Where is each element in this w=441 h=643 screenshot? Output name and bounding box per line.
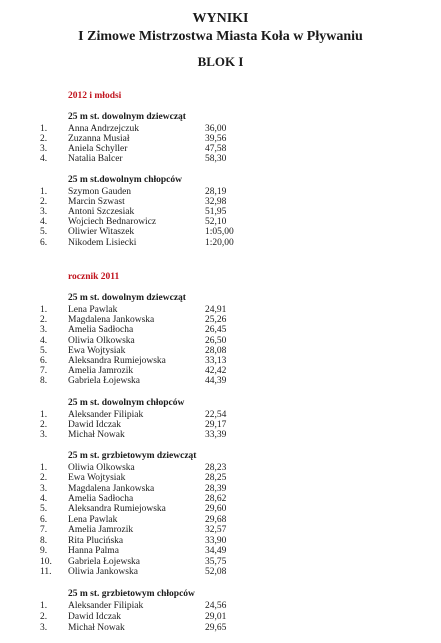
- result-row: [0, 207, 441, 217]
- result-place: 2.: [40, 612, 48, 622]
- result-place: 4.: [40, 217, 48, 227]
- result-place: 6.: [40, 356, 48, 366]
- result-place: 11.: [40, 567, 52, 577]
- result-time: 28,62: [205, 494, 227, 504]
- result-time: 26,50: [205, 336, 227, 346]
- result-name: Lena Pawlak: [68, 305, 118, 315]
- result-row: [0, 463, 441, 473]
- result-time: 32,98: [205, 197, 227, 207]
- result-row: [0, 356, 441, 366]
- result-name: Rita Plucińska: [68, 536, 124, 546]
- event-heading: 25 m st. grzbietowym chłopców: [68, 589, 195, 599]
- result-place: 5.: [40, 504, 48, 514]
- result-row: [0, 557, 441, 567]
- result-place: 8.: [40, 376, 48, 386]
- event-heading: 25 m st. dowolnym dziewcząt: [68, 112, 186, 122]
- result-place: 2.: [40, 197, 48, 207]
- result-time: 33,39: [205, 430, 227, 440]
- result-name: Oliwia Jankowska: [68, 567, 138, 577]
- result-name: Natalia Balcer: [68, 154, 123, 164]
- result-place: 3.: [40, 325, 48, 335]
- result-name: Gabriela Łojewska: [68, 557, 141, 567]
- result-place: 1.: [40, 305, 48, 315]
- result-time: 28,23: [205, 463, 227, 473]
- result-name: Amelia Sadłocha: [68, 494, 134, 504]
- result-place: 1.: [40, 124, 48, 134]
- result-place: 2.: [40, 315, 48, 325]
- result-name: Aleksandra Rumiejowska: [68, 356, 166, 366]
- result-place: 2.: [40, 420, 48, 430]
- result-row: [0, 187, 441, 197]
- result-name: Hanna Palma: [68, 546, 119, 556]
- result-row: [0, 144, 441, 154]
- result-place: 10.: [40, 557, 52, 567]
- result-time: 36,00: [205, 124, 227, 134]
- result-row: [0, 420, 441, 430]
- result-time: 29,60: [205, 504, 227, 514]
- result-time: 52,10: [205, 217, 227, 227]
- result-place: 3.: [40, 144, 48, 154]
- result-time: 51,95: [205, 207, 227, 217]
- result-time: 24,91: [205, 305, 227, 315]
- result-place: 7.: [40, 525, 48, 535]
- result-row: [0, 366, 441, 376]
- result-name: Oliwia Olkowska: [68, 336, 135, 346]
- result-row: [0, 325, 441, 335]
- competition-name: I Zimowe Mistrzostwa Miasta Koła w Pływaniu: [78, 29, 363, 44]
- result-time: 24,56: [205, 601, 227, 611]
- result-place: 5.: [40, 227, 48, 237]
- result-place: 3.: [40, 484, 48, 494]
- result-time: 1:05,00: [205, 227, 234, 237]
- result-row: [0, 536, 441, 546]
- result-name: Anna Andrzejczuk: [68, 124, 139, 134]
- result-name: Wojciech Bednarowicz: [68, 217, 157, 227]
- result-row: [0, 515, 441, 525]
- result-place: 6.: [40, 515, 48, 525]
- result-place: 1.: [40, 601, 48, 611]
- result-name: Amelia Jamrozik: [68, 525, 134, 535]
- result-place: 8.: [40, 536, 48, 546]
- result-place: 4.: [40, 494, 48, 504]
- result-name: Zuzanna Musiał: [68, 134, 130, 144]
- result-name: Marcin Szwast: [68, 197, 125, 207]
- result-row: [0, 504, 441, 514]
- result-name: Aleksander Filipiak: [68, 601, 144, 611]
- result-name: Ewa Wojtysiak: [68, 346, 126, 356]
- result-name: Oliwier Witaszek: [68, 227, 135, 237]
- block-label: BLOK I: [197, 54, 244, 69]
- result-name: Dawid Idczak: [68, 420, 122, 430]
- result-time: 33,13: [205, 356, 227, 366]
- result-time: 47,58: [205, 144, 227, 154]
- result-row: [0, 567, 441, 577]
- result-time: 33,90: [205, 536, 227, 546]
- result-row: [0, 305, 441, 315]
- result-time: 35,75: [205, 557, 227, 567]
- event-heading: 25 m st. dowolnym dziewcząt: [68, 293, 186, 303]
- result-row: [0, 134, 441, 144]
- result-place: 1.: [40, 410, 48, 420]
- result-place: 5.: [40, 346, 48, 356]
- event-heading: 25 m st. dowolnym chłopców: [68, 398, 185, 408]
- result-name: Magdalena Jankowska: [68, 484, 155, 494]
- result-time: 52,08: [205, 567, 227, 577]
- result-time: 34,49: [205, 546, 227, 556]
- result-name: Ewa Wojtysiak: [68, 473, 126, 483]
- result-name: Aleksander Filipiak: [68, 410, 144, 420]
- result-time: 44,39: [205, 376, 227, 386]
- result-row: [0, 612, 441, 622]
- document-title: WYNIKI: [192, 11, 249, 26]
- result-time: 22,54: [205, 410, 227, 420]
- result-row: [0, 484, 441, 494]
- result-place: 1.: [40, 187, 48, 197]
- result-row: [0, 494, 441, 504]
- result-name: Szymon Gauden: [68, 187, 132, 197]
- category-heading: 2012 i młodsi: [68, 91, 122, 101]
- result-name: Aniela Schyller: [68, 144, 128, 154]
- result-name: Amelia Jamrozik: [68, 366, 134, 376]
- result-place: 1.: [40, 463, 48, 473]
- result-name: Michał Nowak: [68, 623, 125, 633]
- result-name: Lena Pawlak: [68, 515, 118, 525]
- result-place: 2.: [40, 134, 48, 144]
- result-time: 29,68: [205, 515, 227, 525]
- result-place: 6.: [40, 238, 48, 248]
- result-row: [0, 376, 441, 386]
- result-row: [0, 227, 441, 237]
- result-place: 4.: [40, 154, 48, 164]
- result-row: [0, 217, 441, 227]
- result-row: [0, 346, 441, 356]
- result-place: 3.: [40, 623, 48, 633]
- result-row: [0, 430, 441, 440]
- result-time: 1:20,00: [205, 238, 234, 248]
- result-time: 26,45: [205, 325, 227, 335]
- result-time: 29,17: [205, 420, 227, 430]
- result-name: Antoni Szczesiak: [68, 207, 135, 217]
- result-row: [0, 623, 441, 633]
- result-place: 3.: [40, 430, 48, 440]
- result-name: Aleksandra Rumiejowska: [68, 504, 166, 514]
- result-name: Oliwia Olkowska: [68, 463, 135, 473]
- result-row: [0, 525, 441, 535]
- result-place: 2.: [40, 473, 48, 483]
- result-name: Gabriela Łojewska: [68, 376, 141, 386]
- result-row: [0, 601, 441, 611]
- result-name: Amelia Sadłocha: [68, 325, 134, 335]
- result-name: Nikodem Lisiecki: [68, 238, 137, 248]
- result-row: [0, 124, 441, 134]
- event-heading: 25 m st. grzbietowym dziewcząt: [68, 451, 197, 461]
- result-time: 28,25: [205, 473, 227, 483]
- result-time: 28,08: [205, 346, 227, 356]
- result-name: Dawid Idczak: [68, 612, 122, 622]
- result-row: [0, 546, 441, 556]
- result-time: 39,56: [205, 134, 227, 144]
- result-row: [0, 197, 441, 207]
- result-row: [0, 154, 441, 164]
- result-row: [0, 315, 441, 325]
- result-row: [0, 473, 441, 483]
- category-heading: rocznik 2011: [68, 272, 120, 282]
- result-place: 7.: [40, 366, 48, 376]
- result-time: 32,57: [205, 525, 227, 535]
- result-time: 25,26: [205, 315, 227, 325]
- result-time: 42,42: [205, 366, 227, 376]
- result-time: 58,30: [205, 154, 227, 164]
- result-name: Michał Nowak: [68, 430, 125, 440]
- result-row: [0, 336, 441, 346]
- result-time: 29,01: [205, 612, 227, 622]
- result-place: 4.: [40, 336, 48, 346]
- result-place: 3.: [40, 207, 48, 217]
- result-place: 9.: [40, 546, 48, 556]
- event-heading: 25 m st.dowolnym chłopców: [68, 175, 183, 185]
- result-time: 29,65: [205, 623, 227, 633]
- result-name: Magdalena Jankowska: [68, 315, 155, 325]
- result-time: 28,39: [205, 484, 227, 494]
- result-row: [0, 410, 441, 420]
- result-row: [0, 238, 441, 248]
- result-time: 28,19: [205, 187, 227, 197]
